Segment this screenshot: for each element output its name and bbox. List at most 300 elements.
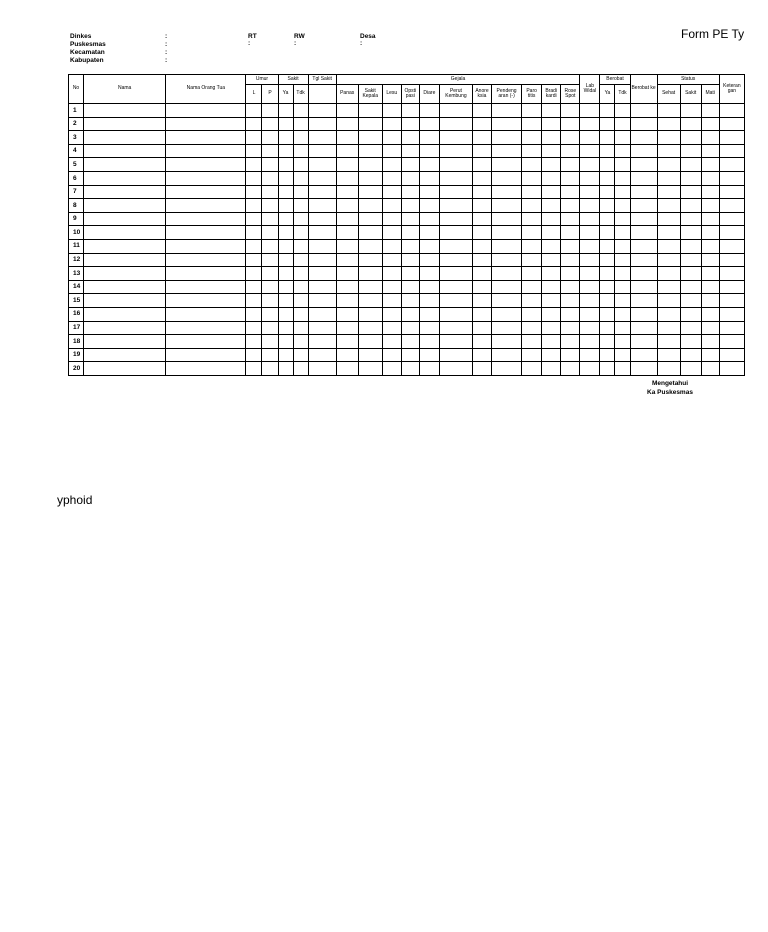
table-cell [657,131,680,145]
table-cell [336,267,358,281]
table-cell [439,199,472,213]
table-cell [719,335,744,349]
table-cell [719,267,744,281]
header-gejala-parotitis: Paro titis [522,85,542,104]
table-cell [615,239,630,253]
table-cell [719,199,744,213]
table-row [69,131,745,145]
header-gejala: Gejala [336,75,580,85]
table-cell [401,117,419,131]
table-cell [580,199,600,213]
table-cell [680,294,701,308]
table-cell [358,185,382,199]
table-cell [439,212,472,226]
table-cell [630,199,657,213]
table-cell [492,199,522,213]
table-cell [336,104,358,118]
table-cell [336,212,358,226]
table-cell [580,104,600,118]
table-cell [293,185,308,199]
table-cell [600,158,615,172]
table-cell [701,158,719,172]
table-cell [278,335,293,349]
table-cell [615,267,630,281]
header-sakit-tdk: Tdk [293,85,308,104]
table-cell [630,185,657,199]
table-cell [166,199,246,213]
table-cell [600,362,615,376]
table-cell [657,321,680,335]
header-berobat-ke: Berobat ke [630,75,657,104]
table-cell [419,321,439,335]
table-cell [246,307,262,321]
table-cell [308,199,336,213]
table-cell [472,348,491,362]
row-number: 7 [69,185,84,199]
header-gejala-sakit-kepala: Sakit Kepala [358,85,382,104]
table-cell [680,239,701,253]
header-tgl-sakit-blank [308,85,336,104]
table-cell [166,226,246,240]
table-row [69,280,745,294]
table-cell [401,171,419,185]
table-cell [600,307,615,321]
table-cell [246,321,262,335]
table-cell [600,294,615,308]
table-row [69,362,745,376]
table-cell [719,117,744,131]
table-cell [701,294,719,308]
table-cell [308,117,336,131]
table-cell [630,335,657,349]
table-cell [630,117,657,131]
table-cell [600,144,615,158]
table-cell [382,362,401,376]
table-cell [358,294,382,308]
table-cell [630,307,657,321]
table-cell [336,294,358,308]
table-cell [630,280,657,294]
form-title: Form PE Ty [681,27,745,41]
table-cell [719,280,744,294]
table-cell [246,239,262,253]
table-cell [701,144,719,158]
header-status-sakit: Sakit [680,85,701,104]
rw-label: RW : [294,33,305,47]
table-cell [472,239,491,253]
table-cell [472,294,491,308]
table-cell [358,144,382,158]
table-cell [84,226,166,240]
table-cell [719,104,744,118]
table-cell [262,321,278,335]
table-cell [615,131,630,145]
table-cell [358,335,382,349]
table-cell [419,294,439,308]
table-cell [657,158,680,172]
table-cell [615,158,630,172]
table-cell [439,185,472,199]
table-cell [542,348,561,362]
table-cell [308,185,336,199]
table-cell [166,239,246,253]
table-cell [657,348,680,362]
table-cell [246,226,262,240]
table-cell [166,253,246,267]
table-cell [580,321,600,335]
table-cell [166,335,246,349]
table-cell [262,253,278,267]
table-cell [262,131,278,145]
table-cell [719,362,744,376]
table-cell [472,280,491,294]
table-cell [246,294,262,308]
table-cell [439,117,472,131]
table-cell [542,307,561,321]
table-cell [278,117,293,131]
table-cell [308,171,336,185]
table-cell [680,199,701,213]
table-cell [382,267,401,281]
table-cell [382,321,401,335]
table-cell [278,226,293,240]
table-cell [246,280,262,294]
table-cell [246,131,262,145]
table-cell [166,362,246,376]
table-cell [84,280,166,294]
table-cell [492,171,522,185]
table-cell [615,199,630,213]
table-cell [680,321,701,335]
table-cell [542,199,561,213]
table-cell [719,307,744,321]
field-puskesmas-label: Puskesmas [70,41,106,48]
table-cell [542,362,561,376]
table-cell [522,335,542,349]
row-number: 8 [69,199,84,213]
table-cell [600,239,615,253]
table-cell [293,131,308,145]
table-cell [419,117,439,131]
table-cell [308,253,336,267]
table-cell [278,362,293,376]
table-cell [561,307,580,321]
table-cell [246,335,262,349]
table-cell [680,131,701,145]
table-cell [561,362,580,376]
table-cell [580,280,600,294]
table-cell [166,280,246,294]
table-cell [358,362,382,376]
table-cell [336,348,358,362]
header-gejala-pendengaran: Pendeng aran (-) [492,85,522,104]
table-cell [439,267,472,281]
table-cell [308,267,336,281]
table-cell [84,335,166,349]
table-cell [358,131,382,145]
table-cell [472,307,491,321]
row-number: 16 [69,307,84,321]
table-cell [615,226,630,240]
table-cell [439,335,472,349]
table-cell [439,280,472,294]
table-cell [293,253,308,267]
table-cell [630,226,657,240]
table-cell [336,171,358,185]
table-cell [278,321,293,335]
table-cell [472,185,491,199]
table-cell [580,226,600,240]
table-row [69,104,745,118]
table-cell [657,280,680,294]
table-cell [701,104,719,118]
table-cell [701,321,719,335]
table-cell [278,171,293,185]
row-number: 5 [69,158,84,172]
table-cell [336,307,358,321]
table-cell [615,348,630,362]
table-cell [719,131,744,145]
header-lab-widal: Lab Widal [580,75,600,104]
field-kabupaten-label: Kabupaten [70,57,104,64]
table-cell [600,185,615,199]
table-cell [719,185,744,199]
table-cell [358,239,382,253]
table-cell [522,144,542,158]
table-cell [580,131,600,145]
table-cell [630,348,657,362]
table-cell [308,212,336,226]
table-cell [719,321,744,335]
table-cell [262,104,278,118]
table-cell [657,294,680,308]
table-cell [401,144,419,158]
table-cell [492,307,522,321]
table-cell [401,253,419,267]
table-cell [262,158,278,172]
field-dinkes-label: Dinkes [70,33,92,40]
table-cell [401,267,419,281]
table-cell [382,158,401,172]
table-cell [246,267,262,281]
table-cell [657,267,680,281]
table-cell [615,280,630,294]
table-cell [630,144,657,158]
table-cell [542,144,561,158]
table-cell [561,335,580,349]
table-cell [472,226,491,240]
table-cell [401,185,419,199]
header-gejala-rose-spot: Rose Spot [561,85,580,104]
table-row [69,307,745,321]
table-cell [630,171,657,185]
table-cell [382,171,401,185]
table-cell [246,212,262,226]
table-cell [84,348,166,362]
table-cell [701,131,719,145]
row-number: 10 [69,226,84,240]
table-row [69,294,745,308]
table-cell [657,212,680,226]
table-cell [600,199,615,213]
table-row [69,321,745,335]
table-cell [246,199,262,213]
table-cell [522,104,542,118]
signature-block [630,380,710,397]
table-cell [419,348,439,362]
table-cell [701,117,719,131]
table-cell [358,199,382,213]
table-cell [382,199,401,213]
signature-line1: Mengetahui [651,380,689,387]
header-tgl-sakit: Tgl Sakit [308,75,336,85]
table-cell [419,362,439,376]
table-cell [680,267,701,281]
table-cell [657,362,680,376]
table-cell [358,158,382,172]
table-cell [701,348,719,362]
table-cell [657,171,680,185]
table-cell [336,226,358,240]
table-cell [600,253,615,267]
table-cell [522,307,542,321]
table-cell [561,253,580,267]
table-cell [542,226,561,240]
table-cell [492,158,522,172]
table-cell [278,253,293,267]
table-cell [246,348,262,362]
table-cell [401,158,419,172]
table-cell [719,158,744,172]
table-cell [472,171,491,185]
table-cell [308,348,336,362]
table-cell [336,131,358,145]
header-gejala-panas: Panas [336,85,358,104]
table-cell [262,280,278,294]
table-cell [492,362,522,376]
table-cell [293,104,308,118]
table-cell [542,131,561,145]
table-cell [293,267,308,281]
table-cell [472,117,491,131]
table-cell [84,171,166,185]
table-cell [600,226,615,240]
table-cell [701,226,719,240]
table-cell [358,280,382,294]
table-cell [336,253,358,267]
header-berobat-ya: Ya [600,85,615,104]
table-cell [166,185,246,199]
table-cell [278,158,293,172]
row-number: 1 [69,104,84,118]
table-cell [522,239,542,253]
table-cell [293,212,308,226]
header-gejala-lesu: Lesu [382,85,401,104]
table-cell [84,144,166,158]
table-cell [630,253,657,267]
table-row [69,171,745,185]
row-number: 18 [69,335,84,349]
header-status: Status [657,75,719,85]
table-cell [166,267,246,281]
table-cell [719,239,744,253]
table-cell [262,335,278,349]
row-number: 13 [69,267,84,281]
table-cell [580,348,600,362]
table-cell [472,321,491,335]
table-cell [84,199,166,213]
table-cell [308,144,336,158]
table-cell [439,348,472,362]
table-cell [419,239,439,253]
header-status-sehat: Sehat [657,85,680,104]
table-cell [382,239,401,253]
table-cell [719,348,744,362]
table-cell [522,117,542,131]
table-cell [84,212,166,226]
table-cell [358,117,382,131]
table-cell [615,117,630,131]
table-cell [580,307,600,321]
table-cell [580,185,600,199]
table-cell [701,171,719,185]
table-cell [630,321,657,335]
table-cell [166,131,246,145]
table-cell [630,362,657,376]
row-number: 2 [69,117,84,131]
row-number: 3 [69,131,84,145]
row-number: 11 [69,239,84,253]
table-cell [278,267,293,281]
table-cell [657,199,680,213]
table-cell [382,144,401,158]
table-cell [439,362,472,376]
table-cell [561,280,580,294]
table-cell [293,158,308,172]
table-cell [615,307,630,321]
table-cell [166,212,246,226]
table-cell [262,185,278,199]
table-cell [382,212,401,226]
field-kecamatan-label: Kecamatan [70,49,105,56]
table-cell [522,185,542,199]
table-cell [657,239,680,253]
table-cell [561,239,580,253]
table-cell [439,321,472,335]
table-cell [615,171,630,185]
table-cell [401,104,419,118]
table-row [69,212,745,226]
table-cell [308,362,336,376]
table-cell [600,212,615,226]
table-body [69,104,745,376]
table-cell [358,307,382,321]
table-cell [358,348,382,362]
table-cell [262,199,278,213]
table-cell [382,253,401,267]
table-cell [293,307,308,321]
table-row [69,335,745,349]
table-cell [382,335,401,349]
table-cell [336,362,358,376]
table-cell [472,144,491,158]
header-berobat: Berobat [600,75,630,85]
table-cell [630,267,657,281]
table-cell [308,158,336,172]
row-number: 4 [69,144,84,158]
table-cell [278,131,293,145]
row-number: 15 [69,294,84,308]
